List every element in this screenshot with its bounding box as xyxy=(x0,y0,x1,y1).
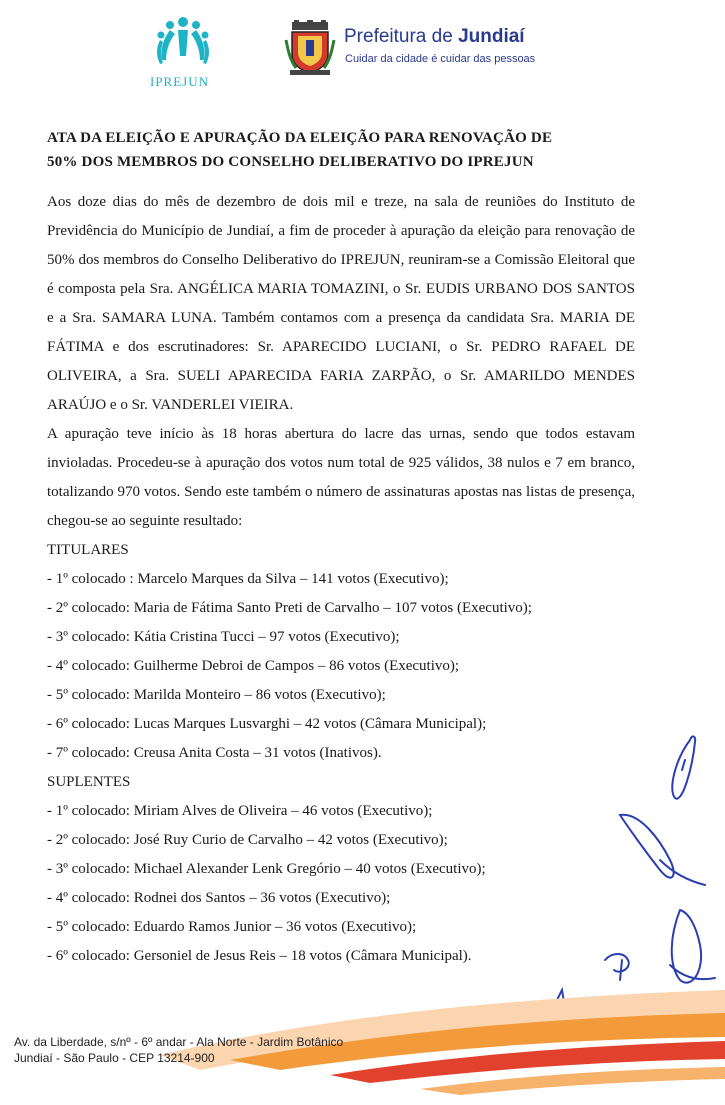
paragraph-opening: Aos doze dias do mês de dezembro de dois mil e treze, na sala de reuniões do Instituto de Previdência do Município de Jundiaí, a fim de proceder à apuração da eleição para renovação de 50% dos membros do Conselho Deliberativo do IPREJUN, reuniram-se a Comissão Eleitoral que é composta pela Sra. ANGÉLICA MARIA TOMAZINI, o Sr. EUDIS URBANO DOS SANTOS e a Sra. SAMARA LUNA. Também contamos com a presença da candidata Sra. MARIA DE FÁTIMA e dos escrutinadores: Sr. APARECIDO LUCIANI, o Sr. PEDRO RAFAEL DE OLIVEIRA, a Sra. SUELI APARECIDA FARIA ZARPÃO, o Sr. AMARILDO MENDES ARAÚJO e o Sr. VANDERLEI VIEIRA. xyxy=(47,194,635,413)
suplentes-heading: SUPLENTES xyxy=(47,774,131,790)
list-item: - 7º colocado: Creusa Anita Costa – 31 votos (Inativos). xyxy=(47,745,382,761)
list-item: - 1º colocado: Miriam Alves de Oliveira – 46 votos (Executivo); xyxy=(47,803,433,819)
list-item: - 3º colocado: Michael Alexander Lenk Gregório – 40 votos (Executivo); xyxy=(47,861,486,877)
letterhead xyxy=(0,0,725,110)
list-item: - 2º colocado: Maria de Fátima Santo Preti de Carvalho – 107 votos (Executivo); xyxy=(47,600,532,616)
prefeitura-name: Prefeitura de Jundiaí xyxy=(344,26,525,47)
list-item: - 1º colocado : Marcelo Marques da Silva – 141 votos (Executivo); xyxy=(47,571,449,587)
list-item: - 6º colocado: Lucas Marques Lusvarghi – 42 votos (Câmara Municipal); xyxy=(47,716,487,732)
jundiai-crest-icon xyxy=(284,20,336,76)
footer-address-line1: Av. da Liberdade, s/nº - 6º andar - Ala Norte - Jardim Botânico xyxy=(14,1035,344,1049)
list-item: - 5º colocado: Eduardo Ramos Junior – 36 votos (Executivo); xyxy=(47,919,417,935)
list-item: - 6º colocado: Gersoniel de Jesus Reis – 18 votos (Câmara Municipal). xyxy=(47,948,472,964)
footer-address-line2: Jundiaí - São Paulo - CEP 13214-900 xyxy=(14,1051,215,1065)
list-item: - 2º colocado: José Ruy Curio de Carvalho – 42 votos (Executivo); xyxy=(47,832,448,848)
prefeitura-tagline: Cuidar da cidade é cuidar das pessoas xyxy=(345,53,536,65)
document-title: ATA DA ELEIÇÃO E APURAÇÃO DA ELEIÇÃO PARA RENOVAÇÃO DE 50% DOS MEMBROS DO CONSELHO DELIBERATIVO DO IPREJUN xyxy=(47,130,553,170)
list-item: - 4º colocado: Guilherme Debroi de Campos – 86 votos (Executivo); xyxy=(47,658,460,674)
titulares-heading: TITULARES xyxy=(47,542,129,558)
list-item: - 4º colocado: Rodnei dos Santos – 36 votos (Executivo); xyxy=(47,890,391,906)
iprejun-logo-text: IPREJUN xyxy=(150,74,210,89)
list-item: - 5º colocado: Marilda Monteiro – 86 votos (Executivo); xyxy=(47,687,386,703)
list-item: - 3º colocado: Kátia Cristina Tucci – 97 votos (Executivo); xyxy=(47,629,400,645)
paragraph-counting: A apuração teve início às 18 horas abertura do lacre das urnas, sendo que todos estavam invioladas. Procedeu-se à apuração dos votos num total de 925 válidos, 38 nulos e 7 em branco, totalizando 970 votos. Sendo este também o número de assinaturas apostas nas listas de presença, chegou-se ao seguinte resultado: xyxy=(47,426,635,529)
